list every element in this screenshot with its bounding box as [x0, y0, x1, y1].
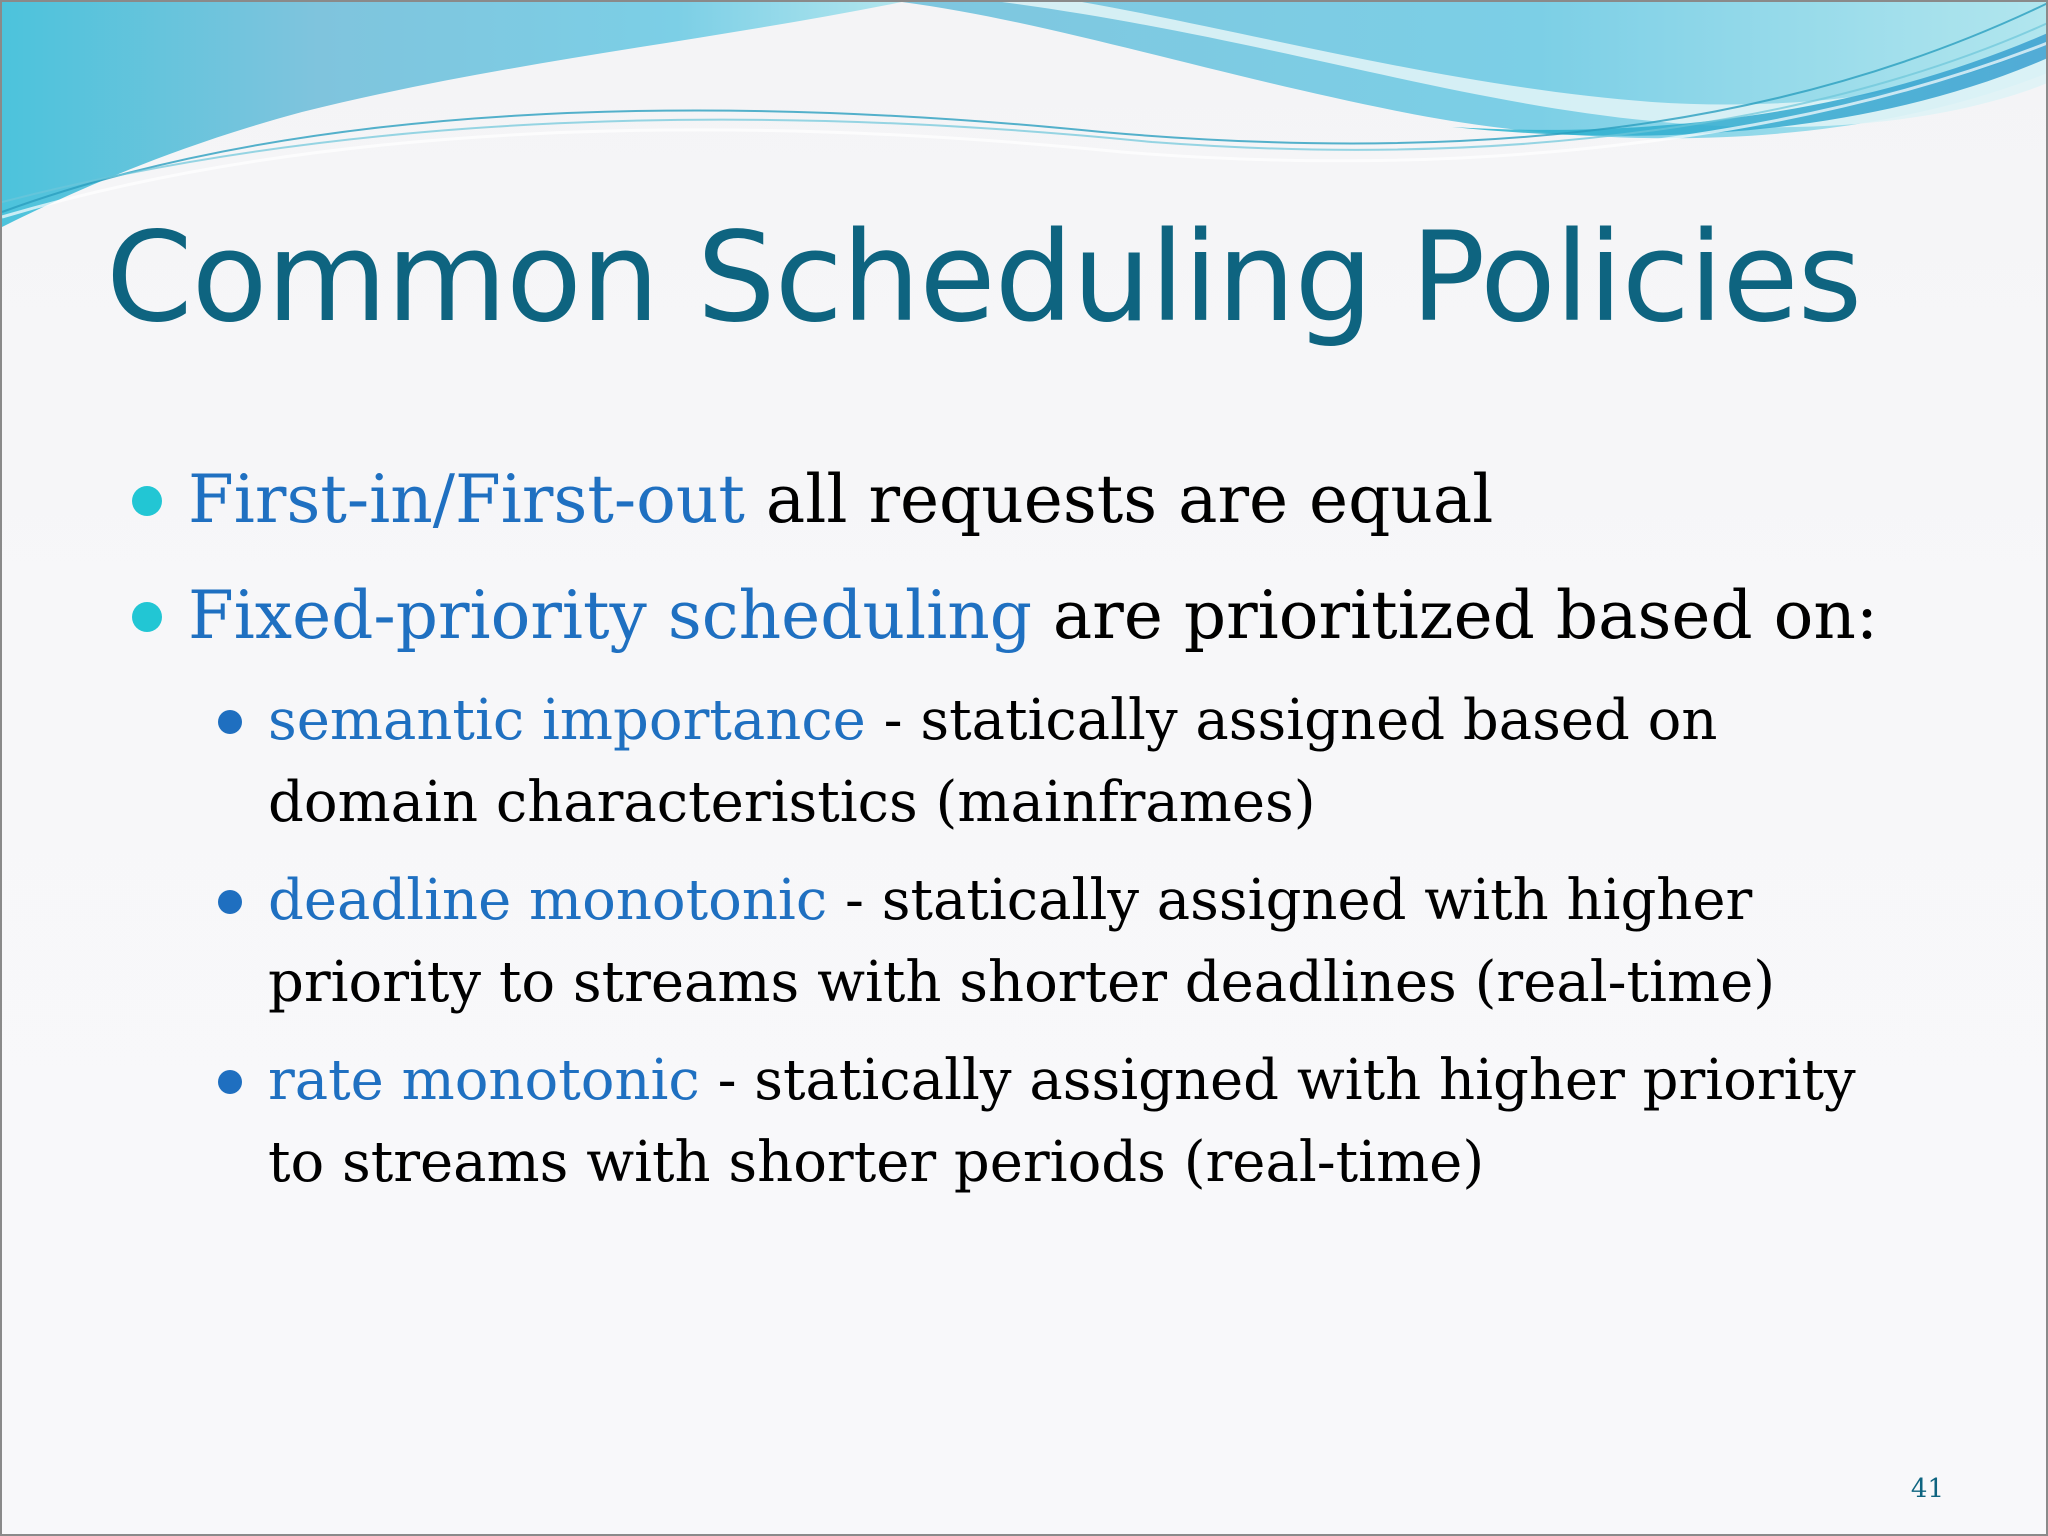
sub-bullet-line: priority to streams with shorter deadlines (real-time)	[268, 950, 1776, 1015]
bullet-item	[2, 442, 2048, 558]
sub-bullet-item	[2, 680, 2048, 844]
sub-bullet-text: - statically assigned based on	[865, 688, 1718, 753]
sub-bullet-line: domain characteristics (mainframes)	[268, 770, 1316, 835]
sub-bullet-icon	[218, 890, 242, 914]
bullet-icon	[132, 486, 162, 516]
sub-bullet-keyword: deadline monotonic	[268, 868, 828, 933]
sub-bullet-line	[268, 860, 2048, 942]
sub-bullet-icon	[218, 1070, 242, 1094]
sub-bullet-icon	[218, 710, 242, 734]
sub-bullet-keyword: rate monotonic	[268, 1048, 700, 1113]
sub-bullet-item	[2, 1040, 2048, 1204]
bullet-item	[2, 558, 2048, 674]
sub-bullet-item	[2, 860, 2048, 1024]
bullet-icon	[132, 602, 162, 632]
bullet-keyword: Fixed-priority scheduling	[188, 577, 1032, 654]
bullet-text: all requests are equal	[744, 461, 1494, 538]
bullet-keyword: First-in/First-out	[188, 461, 745, 538]
bullet-text: are prioritized based on:	[1031, 577, 1879, 654]
slide-number: 41	[1910, 1474, 1944, 1504]
sub-bullet-line	[268, 1040, 2048, 1122]
sub-bullet-keyword: semantic importance	[268, 688, 866, 753]
bullet-list	[2, 442, 2048, 1204]
sub-bullet-text: - statically assigned with higher	[827, 868, 1753, 933]
sub-bullet-text: - statically assigned with higher priority	[699, 1048, 1856, 1113]
sub-bullet-line	[268, 680, 2048, 762]
sub-bullet-line: to streams with shorter periods (real-time)	[268, 1130, 1485, 1195]
slide-title: Common Scheduling Policies	[106, 206, 1862, 350]
